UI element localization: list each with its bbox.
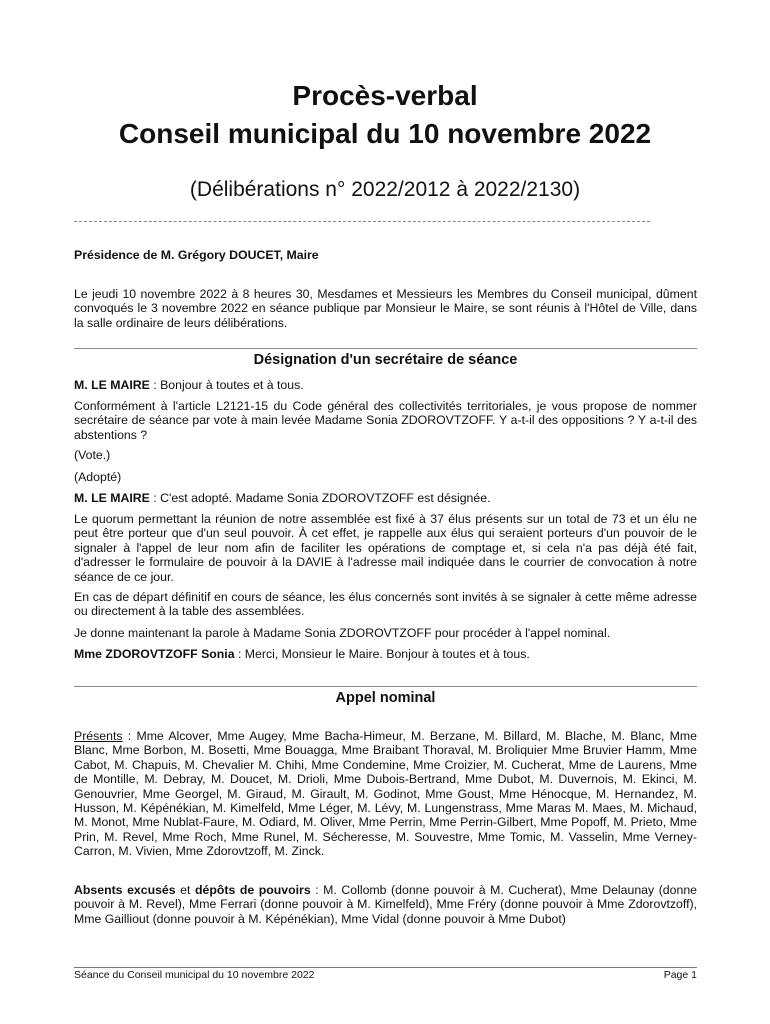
footer-divider <box>74 967 697 968</box>
paragraph-conformement: Conformément à l'article L2121-15 du Code général des collectivités territoriales, je vous propose de nommer secrétaire de séance par vote à main levée Madame Sonia ZDOROVTZOFF. Y a-t-il des oppositions ? Y a-t-il des abstentions ? <box>74 399 697 442</box>
speech-text: : C'est adopté. Madame Sonia ZDOROVTZOFF est désignée. <box>149 491 491 505</box>
section-heading-appel: Appel nominal <box>74 686 697 706</box>
absents-list <box>74 883 697 926</box>
dashed-divider <box>74 221 650 222</box>
absents-et: et <box>175 883 195 897</box>
paragraph-quorum: Le quorum permettant la réunion de notre assemblée est fixé à 37 élus présents sur un total de 73 et un élu ne peut être porteur que d'un seul pouvoir. À cet effet, je rappelle aux élus qui seraient porteurs d'un pouvoir de le signaler à l'appel de leur nom afin de faciliter les opérations de comptage et, si cela n'a pas déjà été fait, d'adresser le formulaire de pouvoir à la DAVIE à l'adresse mail indiquée dans le courrier de convocation à notre séance de ce jour. <box>74 512 697 584</box>
adopte-note: (Adopté) <box>74 470 122 484</box>
document-title-line2: Conseil municipal du 10 novembre 2022 <box>118 118 652 149</box>
footer-title: Séance du Conseil municipal du 10 novembre 2022 <box>74 969 315 981</box>
presents-label: Présents <box>74 729 123 743</box>
depots-label: dépôts de pouvoirs <box>194 883 311 897</box>
intro-paragraph: Le jeudi 10 novembre 2022 à 8 heures 30, Mesdames et Messieurs les Membres du Conseil municipal, dûment convoqués le 3 novembre 2022 en séance publique par Monsieur le Maire, se sont réunis à l'Hôtel de Ville, dans la salle ordinaire de leurs délibérations. <box>74 287 697 330</box>
vote-note: (Vote.) <box>74 448 111 462</box>
absents-names: : M. Collomb (donne pouvoir à M. Cucherat), Mme Delaunay (donne pouvoir à M. Revel), Mme Ferrari (donne pouvoir à M. Kimelfeld), Mme Fréry (donne pouvoir à Mme Zdorovtzoff), Mme Gailliout (donne pouvoir à M. Képénékian), Mme Vidal (donne pouvoir à Mme Dubot) <box>74 883 697 926</box>
presents-names: : Mme Alcover, Mme Augey, Mme Bacha-Himeur, M. Berzane, M. Billard, M. Blache, M. Blanc, Mme Blanc, Mme Borbon, M. Bosetti, Mme Bouagga, Mme Braibant Thoraval, M. Broliquier Mme Bruvier Hamm, Mme Cabot, M. Chapuis, M. Chevalier M. Chihi, Mme Condemine, Mme Croizier, M. Cucherat, Mme de Laurens, Mme de Montille, M. Debray, M. Doucet, M. Drioli, Mme Dubois-Bertrand, Mme Dubot, M. Duvernois, M. Ekinci, M. Genouvrier, Mme Georgel, M. Giraud, M. Girault, M. Godinot, Mme Goust, Mme Hénocque, M. Hernandez, M. Husson, M. Képénékian, M. Kimelfeld, Mme Léger, M. Lévy, M. Lungenstrass, Mme Maras M. Maes, M. Michaud, M. Monot, Mme Nublat-Faure, M. Odiard, M. Oliver, Mme Perrin, Mme Perrin-Gilbert, Mme Popoff, M. Prieto, Mme Prin, M. Revel, Mme Roch, Mme Runel, M. Sécheresse, M. Souvestre, Mme Tomic, M. Vasselin, Mme Verney-Carron, M. Vivien, Mme Zdorovtzoff, M. Zinck. <box>74 729 697 859</box>
paragraph-depart: En cas de départ définitif en cours de séance, les élus concernés sont invités à se signaler à cette même adresse ou directement à la table des assemblées. <box>74 590 697 619</box>
maire-greeting <box>74 378 697 392</box>
paragraph-parole: Je donne maintenant la parole à Madame Sonia ZDOROVTZOFF pour procéder à l'appel nominal. <box>74 626 611 640</box>
document-title-line1: Procès-verbal <box>292 80 478 111</box>
presents-list <box>74 729 697 859</box>
speaker-name: Mme ZDOROVTZOFF Sonia <box>74 647 235 661</box>
speech-text: : Bonjour à toutes et à tous. <box>149 378 304 392</box>
page-number: Page 1 <box>663 969 697 981</box>
absents-label: Absents excusés <box>74 883 176 897</box>
speech-text: : Merci, Monsieur le Maire. Bonjour à toutes et à tous. <box>234 647 530 661</box>
maire-adopte-line <box>74 491 697 505</box>
presidence-line: Présidence de M. Grégory DOUCET, Maire <box>74 248 319 262</box>
zdorovtzoff-greeting <box>74 647 697 661</box>
document-subtitle: (Délibérations n° 2022/2012 à 2022/2130) <box>189 178 581 201</box>
speaker-name: M. LE MAIRE <box>74 491 150 505</box>
speaker-name: M. LE MAIRE <box>74 378 150 392</box>
section-heading-secretaire: Désignation d'un secrétaire de séance <box>74 348 697 368</box>
